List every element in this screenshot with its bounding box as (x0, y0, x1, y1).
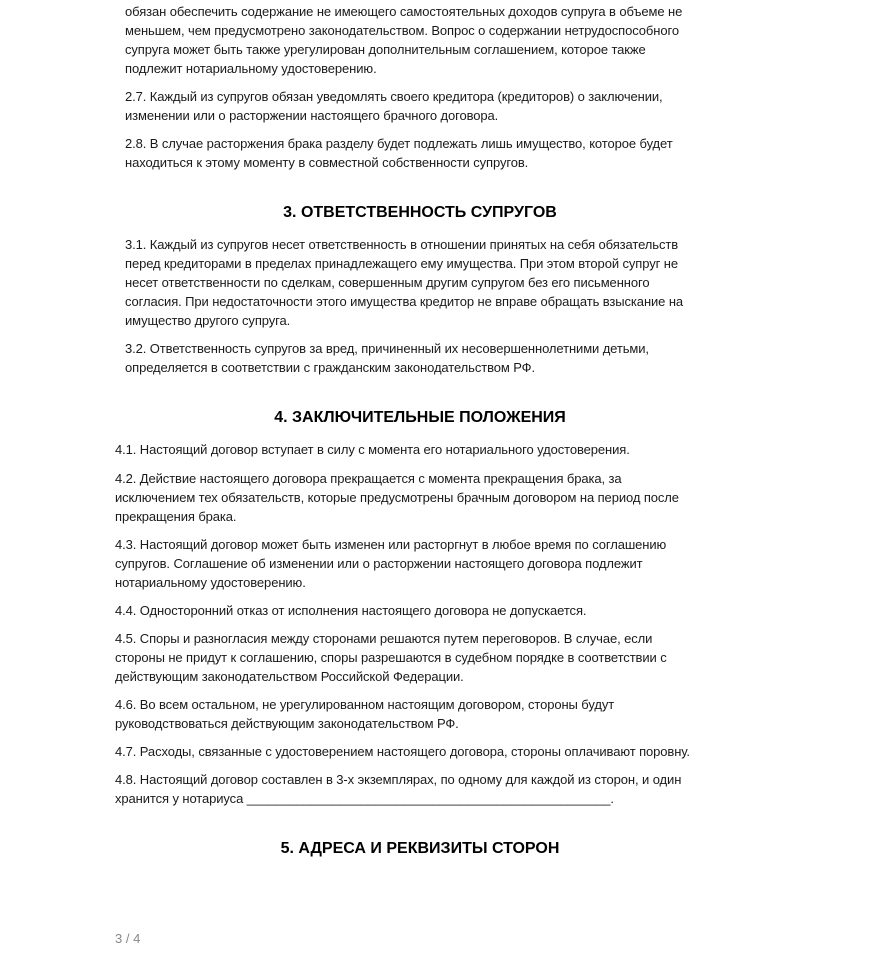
paragraph-3-1-line: 3.1. Каждый из супругов несет ответственность в отношении принятых на себя обязательств (125, 237, 679, 252)
paragraph-4-5-line: стороны не придут к соглашению, споры разрешаются в судебном порядке в соответствии с (115, 650, 667, 665)
paragraph-3-2-line: 3.2. Ответственность супругов за вред, причиненный их несовершеннолетними детьми, (125, 341, 649, 356)
paragraph-2-6-line: супруга может быть также урегулирован дополнительным соглашением, которое также (125, 42, 646, 57)
paragraph-4-5-line: действующим законодательством Российской Федерации. (115, 669, 464, 684)
paragraph-3-1-line: имущество другого супруга. (125, 313, 291, 328)
paragraph-2-6-line: меньшем, чем предусмотрено законодательством. Вопрос о содержании нетрудоспособного (125, 23, 679, 38)
paragraph-3-1-line: согласия. При недостаточности этого имущества кредитор не вправе обращать взыскание на (125, 294, 684, 309)
paragraph-4-6-line: 4.6. Во всем остальном, не урегулированном настоящим договором, стороны будут (115, 697, 615, 712)
page-indicator: 3 / 4 (115, 931, 141, 946)
paragraph-4-1-line: 4.1. Настоящий договор вступает в силу с момента его нотариального удостоверения. (115, 442, 630, 457)
section-5-heading: 5. АДРЕСА И РЕКВИЗИТЫ СТОРОН (280, 840, 560, 857)
paragraph-4-5-line: 4.5. Споры и разногласия между сторонами решаются путем переговоров. В случае, если (115, 631, 653, 646)
paragraph-3-1-line: несет ответственности по сделкам, совершенным другим супругом без его письменного (125, 275, 650, 290)
paragraph-2-8-line: 2.8. В случае расторжения брака разделу будет подлежать лишь имущество, которое будет (125, 136, 673, 151)
paragraph-2-6-line: подлежит нотариальному удостоверению. (125, 61, 377, 76)
paragraph-2-7-line: изменении или о расторжении настоящего брачного договора. (125, 108, 499, 123)
paragraph-2-8-line: находиться к этому моменту в совместной собственности супругов. (125, 155, 529, 170)
paragraph-2-7-line: 2.7. Каждый из супругов обязан уведомлять своего кредитора (кредиторов) о заключении, (125, 89, 663, 104)
paragraph-4-6-line: руководствоваться действующим законодательством РФ. (115, 716, 459, 731)
paragraph-4-8-line: хранится у нотариуса ___________________________________________________. (115, 791, 614, 806)
paragraph-4-2-line: 4.2. Действие настоящего договора прекращается с момента прекращения брака, за (115, 471, 622, 486)
section-4-heading: 4. ЗАКЛЮЧИТЕЛЬНЫЕ ПОЛОЖЕНИЯ (274, 409, 566, 426)
section-3-heading: 3. ОТВЕТСТВЕННОСТЬ СУПРУГОВ (283, 204, 557, 221)
paragraph-4-2-line: исключением тех обязательств, которые предусмотрены брачным договором на период после (115, 490, 679, 505)
paragraph-2-6-line: обязан обеспечить содержание не имеющего самостоятельных доходов супруга в объеме не (125, 4, 683, 19)
paragraph-4-3-line: 4.3. Настоящий договор может быть изменен или расторгнут в любое время по соглашению (115, 537, 667, 552)
paragraph-4-7-line: 4.7. Расходы, связанные с удостоверением настоящего договора, стороны оплачивают поровну. (115, 744, 690, 759)
paragraph-4-8-line: 4.8. Настоящий договор составлен в 3-х экземплярах, по одному для каждой из сторон, и один (115, 772, 682, 787)
paragraph-4-2-line: прекращения брака. (115, 509, 237, 524)
paragraph-4-3-line: супругов. Соглашение об изменении или о расторжении настоящего договора подлежит (115, 556, 643, 571)
paragraph-4-3-line: нотариальному удостоверению. (115, 575, 306, 590)
paragraph-4-4-line: 4.4. Односторонний отказ от исполнения настоящего договора не допускается. (115, 603, 587, 618)
paragraph-3-2-line: определяется в соответствии с гражданским законодательством РФ. (125, 360, 535, 375)
paragraph-3-1-line: перед кредиторами в пределах принадлежащего ему имущества. При этом второй супруг не (125, 256, 678, 271)
